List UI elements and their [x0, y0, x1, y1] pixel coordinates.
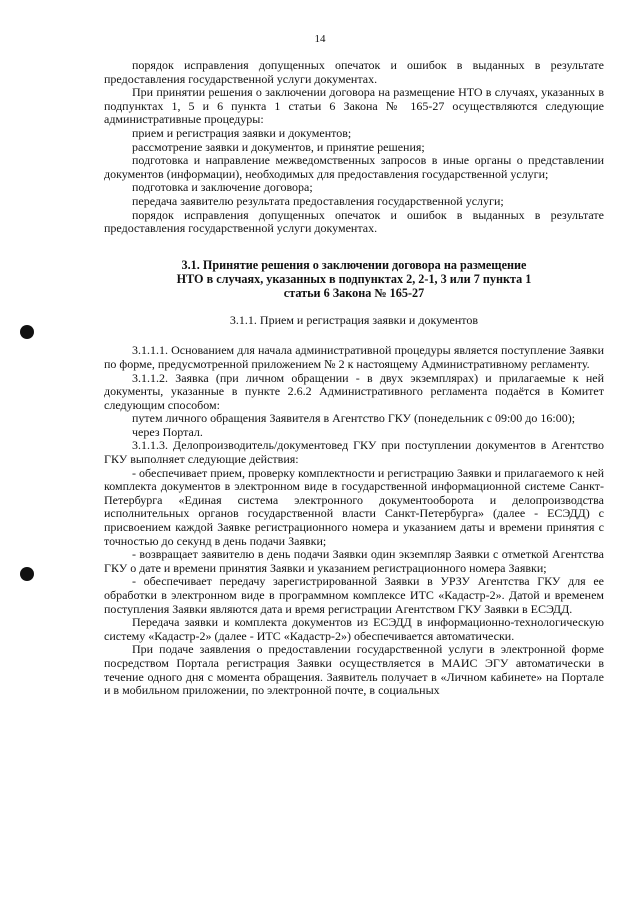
binder-hole-icon [20, 325, 34, 339]
paragraph: Передача заявки и комплекта документов из ЕСЭДД в информационно-технологическую систему «Кадастр-2» (далее - ИТС «Кадастр-2») обеспечивается автоматически. [104, 615, 604, 643]
list-item: рассмотрение заявки и документов, и принятие решения; [132, 139, 425, 154]
subsection-heading: 3.1.1. Прием и регистрация заявки и документов [229, 312, 479, 327]
list-item: подготовка и направление межведомственных запросов в иные органы о представлении документов (информации), необходимых для предоставления государственной услуги; [104, 153, 604, 181]
list-item: путем личного обращения Заявителя в Агентство ГКУ (понедельник с 09:00 до 16:00); [132, 411, 576, 426]
paragraph: При подаче заявления о предоставлении государственной услуги в электронной форме посредством Портала регистрация Заявки осуществляется в МАИС ЭГУ автоматически в течение одного дня с момента обращения. Заявитель получает в «Личном кабинете» на Портале и в мобильном приложении, по электронной почте, в социальных [104, 642, 604, 698]
list-item: порядок исправления допущенных опечаток и ошибок в выданных в результате предоставления государственной услуги документах. [104, 207, 604, 236]
document-body [104, 59, 604, 698]
binder-hole-icon [20, 567, 34, 581]
paragraph: порядок исправления допущенных опечаток и ошибок в выданных в результате предоставления государственной услуги документах. [104, 58, 604, 86]
page-number: 14 [314, 33, 326, 45]
list-item: - возвращает заявителю в день подачи Заявки один экземпляр Заявки с отметкой Агентства ГКУ о дате и времени принятия Заявки и указанием регистрационного номера Заявки; [104, 547, 604, 575]
section-heading-line: статьи 6 Закона № 165-27 [283, 285, 425, 300]
list-item: - обеспечивает прием, проверку комплектности и регистрацию Заявки и прилагаемого к ней комплекта документов в электронном виде в государственной информационной системе Санкт-Петербурга «Единая система электронного документооборота и делопроизводства исполнительных органов государственной власти Санкт-Петербурга» (далее - ЕСЭДД) с присвоением каждой Заявке регистрационного номера и указанием даты и времени принятия с точностью до секунд в день подачи Заявки; [104, 465, 605, 548]
section-heading-line: НТО в случаях, указанных в подпунктах 2, 2-1, 3 или 7 пункта 1 [176, 271, 532, 286]
section-heading-line: 3.1. Принятие решения о заключении договора на размещение [181, 257, 527, 272]
list-item: - обеспечивает передачу зарегистрированной Заявки в УРЗУ Агентства ГКУ для ее обработки в электронном виде в программном комплексе ИТС «Кадастр-2». Датой и временем поступления Заявки являются дата и время регистрации Агентством ГКУ Заявки в ЕСЭДД. [104, 574, 604, 616]
paragraph: 3.1.1.1. Основанием для начала административной процедуры является поступление Заявки по форме, предусмотренной приложением № 2 к настоящему Административному регламенту. [104, 343, 604, 371]
paragraph: 3.1.1.3. Делопроизводитель/документовед ГКУ при поступлении документов в Агентство ГКУ выполняет следующие действия: [104, 438, 604, 467]
paragraph: При принятии решения о заключении договора на размещение НТО в случаях, указанных в подпунктах 1, 5 и 6 пункта 1 статьи 6 Закона № 165-27 осуществляются следующие административные процедуры: [104, 85, 604, 127]
list-item: передача заявителю результата предоставления государственной услуги; [132, 193, 504, 208]
list-item: через Портал. [132, 424, 203, 439]
list-item: подготовка и заключение договора; [132, 180, 313, 195]
section-heading [104, 258, 604, 300]
paragraph: 3.1.1.2. Заявка (при личном обращении - в двух экземплярах) и прилагаемые к ней документы, указанные в пункте 2.6.2 Административного регламента подаётся в Комитет следующим способом: [104, 370, 604, 412]
list-item: прием и регистрация заявки и документов; [132, 125, 352, 140]
